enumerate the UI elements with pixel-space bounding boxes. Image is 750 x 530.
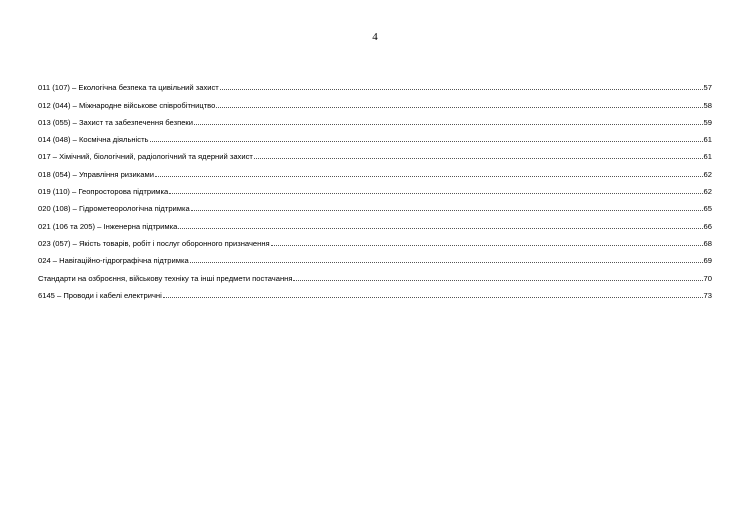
toc-entry-title: 019 (110) – Геопросторова підтримка <box>38 187 169 197</box>
toc-entry[interactable] <box>38 179 712 196</box>
toc-dot-leader <box>194 124 703 125</box>
toc-entry[interactable] <box>38 127 712 144</box>
toc-entry-title: 6145 – Проводи і кабелі електричні <box>38 290 162 300</box>
toc-entry-page: 62 <box>703 169 712 179</box>
toc-dot-leader <box>155 176 703 177</box>
toc-entry-page: 58 <box>703 100 712 110</box>
toc-entry[interactable] <box>38 196 712 213</box>
toc-entry-page: 59 <box>703 117 712 127</box>
toc-entry[interactable] <box>38 265 712 282</box>
toc-entry-page: 57 <box>703 83 712 93</box>
toc-entry-page: 69 <box>703 256 712 266</box>
toc-dot-leader <box>190 262 703 263</box>
toc-dot-leader <box>220 89 703 90</box>
toc-entry-title: 021 (106 та 205) – Інженерна підтримка <box>38 221 178 231</box>
toc-dot-leader <box>169 193 702 194</box>
toc-dot-leader <box>216 107 702 108</box>
toc-entry-page: 68 <box>703 238 712 248</box>
toc-entry[interactable] <box>38 92 712 109</box>
toc-entry[interactable] <box>38 110 712 127</box>
toc-entry-page: 66 <box>703 221 712 231</box>
toc-entry[interactable] <box>38 231 712 248</box>
toc-entry-page: 62 <box>703 187 712 197</box>
toc-entry-page: 73 <box>703 290 712 300</box>
toc-entry-page: 61 <box>703 152 712 162</box>
toc-entry-title: 012 (044) – Міжнародне військове співробітництво <box>38 100 216 110</box>
toc-dot-leader <box>191 210 703 211</box>
toc-entry[interactable] <box>38 283 712 300</box>
toc-entry-title: 023 (057) – Якість товарів, робіт і послуг оборонного призначення <box>38 238 270 248</box>
toc-entry-page: 65 <box>703 204 712 214</box>
toc-entry[interactable] <box>38 75 712 92</box>
toc-entry-page: 61 <box>703 135 712 145</box>
toc-entry[interactable] <box>38 213 712 230</box>
toc-dot-leader <box>150 141 703 142</box>
toc-entry-title: 018 (054) – Управління ризиками <box>38 169 154 179</box>
toc-entry-title: Стандарти на озброєння, військову техніку та інші предмети постачання <box>38 273 293 283</box>
toc-entry-title: 020 (108) – Гідрометеорологічна підтримка <box>38 204 190 214</box>
toc-entry-page: 70 <box>703 273 712 283</box>
toc-dot-leader <box>163 297 703 298</box>
toc-entry[interactable] <box>38 161 712 178</box>
table-of-contents <box>38 75 712 300</box>
toc-dot-leader <box>178 228 702 229</box>
toc-entry-title: 024 – Навігаційно-гідрографічна підтримка <box>38 256 189 266</box>
toc-dot-leader <box>293 280 702 281</box>
toc-entry-title: 014 (048) – Космічна діяльність <box>38 135 149 145</box>
toc-entry[interactable] <box>38 248 712 265</box>
toc-entry-title: 017 – Хімічний, біологічний, радіологічний та ядерний захист <box>38 152 253 162</box>
toc-dot-leader <box>271 245 703 246</box>
toc-entry-title: 013 (055) – Захист та забезпечення безпеки <box>38 117 193 127</box>
toc-entry[interactable] <box>38 144 712 161</box>
page-number: 4 <box>372 31 378 43</box>
toc-dot-leader <box>254 158 703 159</box>
toc-entry-title: 011 (107) – Екологічна безпека та цивільний захист <box>38 83 219 93</box>
